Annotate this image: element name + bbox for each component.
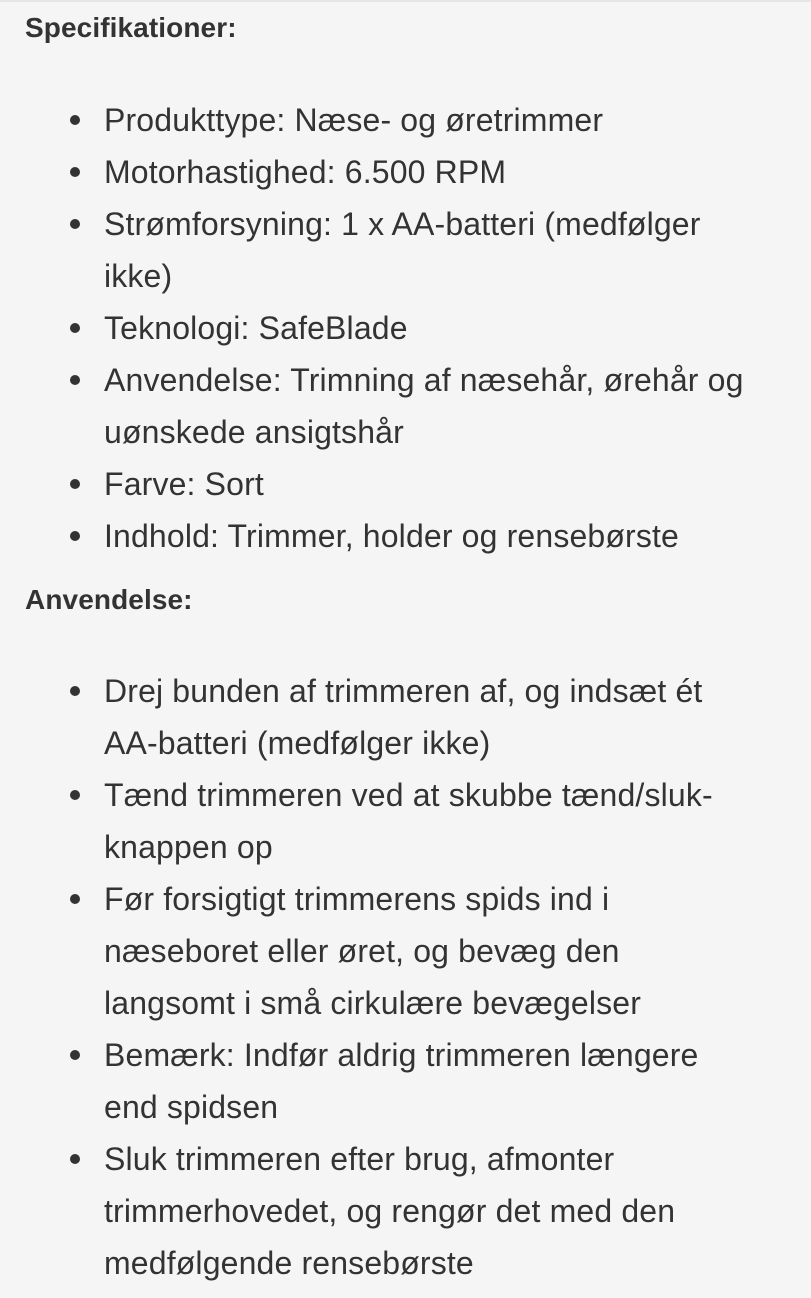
bullet-icon xyxy=(70,323,80,333)
usage-list xyxy=(0,665,811,1289)
specifications-list xyxy=(0,94,811,562)
list-item xyxy=(0,769,811,873)
list-item xyxy=(0,873,811,1029)
list-item-text: Anvendelse: Trimning af næsehår, ørehår og uønskede ansigtshår xyxy=(104,362,744,450)
usage-heading: Anvendelse: xyxy=(25,584,193,615)
list-item-text: Teknologi: SafeBlade xyxy=(104,310,408,346)
bullet-icon xyxy=(70,115,80,125)
list-item xyxy=(0,94,811,146)
list-item xyxy=(0,302,811,354)
list-item xyxy=(0,198,811,302)
list-item xyxy=(0,1029,811,1133)
specifications-heading: Specifikationer: xyxy=(25,12,237,43)
list-item xyxy=(0,146,811,198)
bullet-icon xyxy=(70,1050,80,1060)
list-item-text: Produkttype: Næse- og øretrimmer xyxy=(104,102,604,138)
bullet-icon xyxy=(70,1154,80,1164)
bullet-icon xyxy=(70,375,80,385)
bullet-icon xyxy=(70,167,80,177)
bullet-icon xyxy=(70,479,80,489)
list-item-text: Motorhastighed: 6.500 RPM xyxy=(104,154,507,190)
list-item xyxy=(0,354,811,458)
list-item-text: Farve: Sort xyxy=(104,466,264,502)
list-item-text: Strømforsyning: 1 x AA-batteri (medfølger ikke) xyxy=(104,206,701,294)
list-item-text: Tænd trimmeren ved at skubbe tænd/sluk-knappen op xyxy=(104,777,713,865)
list-item xyxy=(0,510,811,562)
list-item xyxy=(0,665,811,769)
list-item-text: Indhold: Trimmer, holder og rensebørste xyxy=(104,518,680,554)
list-item xyxy=(0,458,811,510)
bullet-icon xyxy=(70,790,80,800)
bullet-icon xyxy=(70,531,80,541)
list-item-text: Før forsigtigt trimmerens spids ind i næseboret eller øret, og bevæg den langsomt i små cirkulære bevægelser xyxy=(104,881,641,1021)
bullet-icon xyxy=(70,219,80,229)
list-item-text: Sluk trimmeren efter brug, afmonter trimmerhovedet, og rengør det med den medfølgende rensebørste xyxy=(104,1141,676,1281)
list-item-text: Bemærk: Indfør aldrig trimmeren længere end spidsen xyxy=(104,1037,699,1125)
list-item-text: Drej bunden af trimmeren af, og indsæt ét AA-batteri (medfølger ikke) xyxy=(104,673,703,761)
list-item xyxy=(0,1133,811,1289)
bullet-icon xyxy=(70,686,80,696)
bullet-icon xyxy=(70,894,80,904)
